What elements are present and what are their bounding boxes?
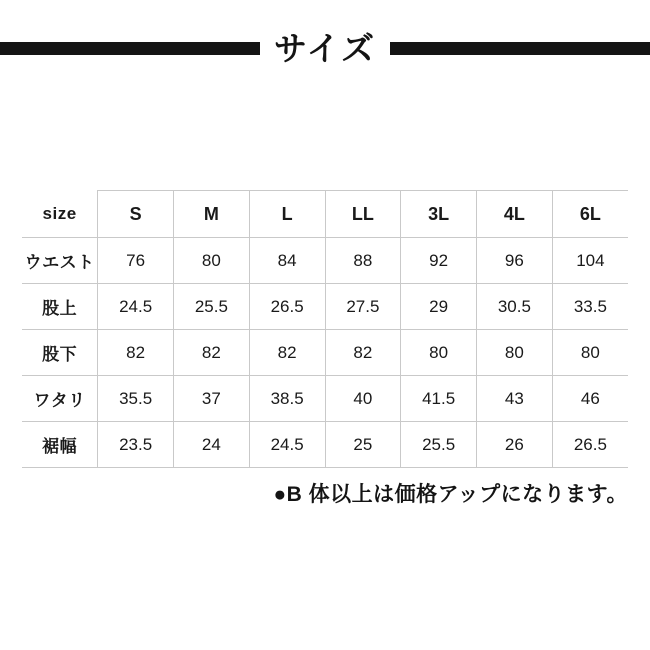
table-cell: 37 bbox=[174, 376, 250, 422]
table-row-header: 股上 bbox=[22, 284, 98, 330]
price-note bbox=[0, 478, 628, 508]
table-cell: 33.5 bbox=[552, 284, 628, 330]
header-rule-right bbox=[390, 42, 650, 55]
size-table-container bbox=[22, 190, 628, 468]
table-cell: 30.5 bbox=[477, 284, 553, 330]
table-cell: 76 bbox=[98, 238, 174, 284]
table-cell: 104 bbox=[552, 238, 628, 284]
table-column-header: S bbox=[98, 191, 174, 238]
table-cell: 84 bbox=[249, 238, 325, 284]
table-cell: 92 bbox=[401, 238, 477, 284]
table-row-header: 股下 bbox=[22, 330, 98, 376]
table-cell: 24.5 bbox=[249, 422, 325, 468]
table-row bbox=[22, 376, 628, 422]
table-cell: 82 bbox=[249, 330, 325, 376]
table-row bbox=[22, 422, 628, 468]
table-cell: 80 bbox=[401, 330, 477, 376]
table-header-row bbox=[22, 191, 628, 238]
page-title: サイズ bbox=[273, 29, 377, 67]
table-row bbox=[22, 284, 628, 330]
table-column-header: 4L bbox=[477, 191, 553, 238]
table-row bbox=[22, 238, 628, 284]
table-cell: 24.5 bbox=[98, 284, 174, 330]
table-column-header: M bbox=[174, 191, 250, 238]
table-column-header: L bbox=[249, 191, 325, 238]
table-cell: 35.5 bbox=[98, 376, 174, 422]
table-cell: 80 bbox=[174, 238, 250, 284]
page-header-banner bbox=[0, 28, 650, 68]
table-row bbox=[22, 330, 628, 376]
table-cell: 25.5 bbox=[174, 284, 250, 330]
table-cell: 23.5 bbox=[98, 422, 174, 468]
price-note-text: B 体以上は価格アップになります。 bbox=[286, 483, 628, 506]
table-cell: 46 bbox=[552, 376, 628, 422]
table-column-header: 3L bbox=[401, 191, 477, 238]
table-cell: 27.5 bbox=[325, 284, 401, 330]
header-rule-left bbox=[0, 42, 260, 55]
size-table bbox=[22, 190, 628, 468]
table-cell: 29 bbox=[401, 284, 477, 330]
table-cell: 26.5 bbox=[552, 422, 628, 468]
size-table-body bbox=[22, 191, 628, 468]
table-cell: 96 bbox=[477, 238, 553, 284]
table-cell: 41.5 bbox=[401, 376, 477, 422]
table-cell: 25 bbox=[325, 422, 401, 468]
table-corner-cell: size bbox=[22, 191, 98, 238]
table-cell: 25.5 bbox=[401, 422, 477, 468]
table-row-header: ワタリ bbox=[22, 376, 98, 422]
table-cell: 80 bbox=[552, 330, 628, 376]
table-column-header: 6L bbox=[552, 191, 628, 238]
table-cell: 43 bbox=[477, 376, 553, 422]
table-cell: 26 bbox=[477, 422, 553, 468]
table-cell: 88 bbox=[325, 238, 401, 284]
table-row-header: ウエスト bbox=[22, 238, 98, 284]
table-cell: 24 bbox=[174, 422, 250, 468]
table-cell: 80 bbox=[477, 330, 553, 376]
table-row-header: 裾幅 bbox=[22, 422, 98, 468]
table-cell: 40 bbox=[325, 376, 401, 422]
table-cell: 82 bbox=[174, 330, 250, 376]
table-cell: 82 bbox=[325, 330, 401, 376]
table-cell: 26.5 bbox=[249, 284, 325, 330]
table-column-header: LL bbox=[325, 191, 401, 238]
table-cell: 38.5 bbox=[249, 376, 325, 422]
bullet-icon: ● bbox=[273, 483, 287, 506]
table-cell: 82 bbox=[98, 330, 174, 376]
